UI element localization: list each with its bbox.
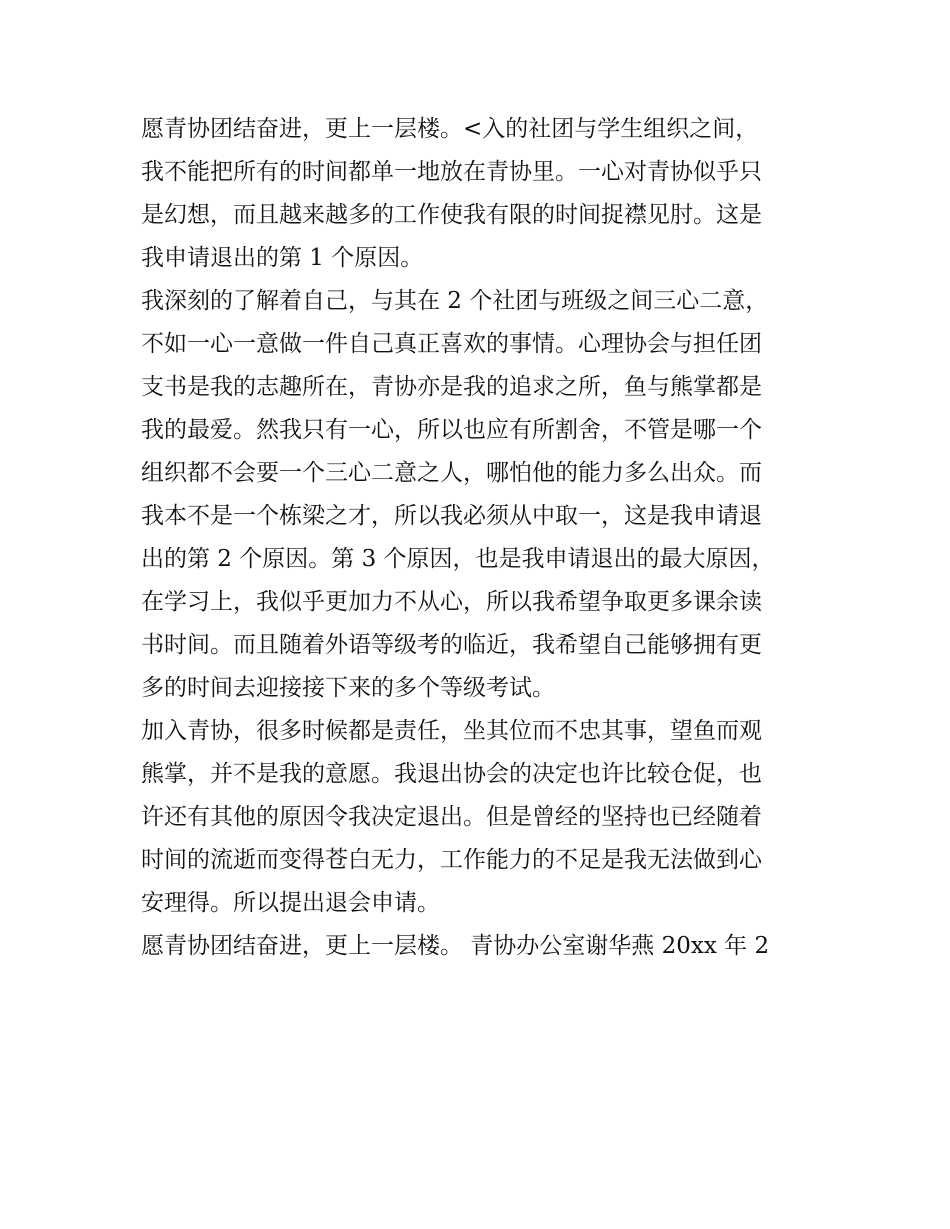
text-line: 安理得。所以提出退会申请。 [141,890,440,916]
text-line: 加入青协，很多时候都是责任，坐其位而不忠其事，望鱼而观 [141,718,762,744]
body-text [141,108,821,968]
text-line: 不如一心一意做一件自己真正喜欢的事情。心理协会与担任团 [141,331,762,357]
text-line: 在学习上，我似乎更加力不从心，所以我希望争取更多课余读 [141,589,762,615]
text-line: 熊掌，并不是我的意愿。我退出协会的决定也许比较仓促，也 [141,761,762,787]
text-line: 出的第 2 个原因。第 3 个原因，也是我申请退出的最大原因， [141,546,775,572]
text-line: 我深刻的了解着自己，与其在 2 个社团与班级之间三心二意， [141,288,769,314]
text-line: 组织都不会要一个三心二意之人，哪怕他的能力多么出众。而 [141,460,762,486]
text-line: 愿青协团结奋进，更上一层楼。 青协办公室谢华燕 20xx 年 2 [141,933,770,959]
text-line: 时间的流逝而变得苍白无力，工作能力的不足是我无法做到心 [141,847,762,873]
text-line: 我申请退出的第 1 个原因。 [141,245,424,271]
text-line: 多的时间去迎接接下来的多个等级考试。 [141,675,555,701]
text-line: 书时间。而且随着外语等级考的临近，我希望自己能够拥有更 [141,632,762,658]
text-line: 许还有其他的原因令我决定退出。但是曾经的坚持也已经随着 [141,804,762,830]
text-line: 我的最爱。然我只有一心，所以也应有所割舍，不管是哪一个 [141,417,762,443]
text-line: 我不能把所有的时间都单一地放在青协里。一心对青协似乎只 [141,159,762,185]
text-line: 支书是我的志趣所在，青协亦是我的追求之所，鱼与熊掌都是 [141,374,762,400]
text-line: 我本不是一个栋梁之才，所以我必须从中取一，这是我申请退 [141,503,762,529]
text-line: 愿青协团结奋进，更上一层楼。<入的社团与学生组织之间， [141,116,759,142]
text-line: 是幻想，而且越来越多的工作使我有限的时间捉襟见肘。这是 [141,202,762,228]
